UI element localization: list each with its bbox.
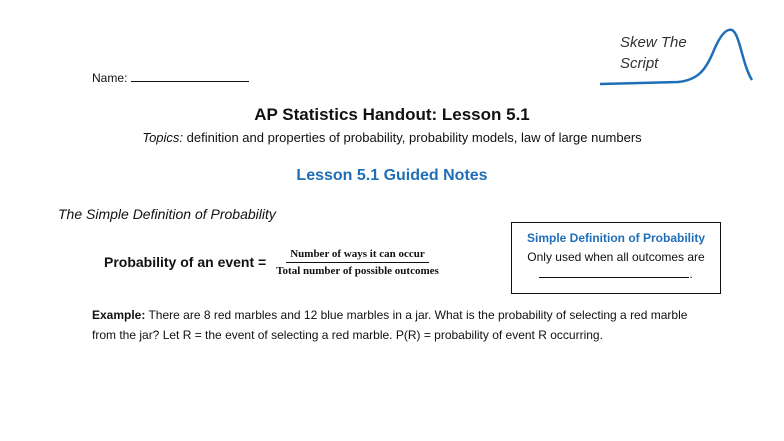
formula-lhs: Probability of an event = xyxy=(104,254,267,270)
definition-blank[interactable] xyxy=(539,266,689,278)
definition-box xyxy=(511,222,721,294)
logo-graphic xyxy=(598,24,754,90)
definition-box-period: . xyxy=(689,267,693,281)
example-paragraph xyxy=(92,305,704,345)
skew-the-script-logo xyxy=(598,24,754,90)
name-field xyxy=(92,70,249,85)
topics-text: definition and properties of probability, probability models, law of large numbers xyxy=(183,130,642,145)
formula-numerator: Number of ways it can occur xyxy=(286,248,429,263)
name-label: Name: xyxy=(92,71,128,85)
logo-text-line2: Script xyxy=(620,55,659,72)
definition-box-blank-line xyxy=(512,266,720,281)
name-blank[interactable] xyxy=(131,70,249,82)
formula-denominator: Total number of possible outcomes xyxy=(276,264,439,277)
probability-formula xyxy=(104,244,443,280)
guided-notes-heading: Lesson 5.1 Guided Notes xyxy=(296,167,488,184)
topics-label: Topics: xyxy=(142,130,184,145)
example-label: Example: xyxy=(92,308,146,322)
definition-box-text: Only used when all outcomes are xyxy=(527,250,705,264)
page-title: AP Statistics Handout: Lesson 5.1 xyxy=(254,105,530,124)
formula-fraction xyxy=(272,248,443,277)
section-heading: The Simple Definition of Probability xyxy=(58,206,276,222)
logo-text-line1: Skew The xyxy=(620,34,687,51)
topics-line xyxy=(0,130,784,145)
example-text: There are 8 red marbles and 12 blue marbles in a jar. What is the probability of selecting a red marble from the jar? Let R = the event of selecting a red marble. P(R) = probability of event R occurring. xyxy=(92,308,688,342)
definition-box-title: Simple Definition of Probability xyxy=(526,231,705,245)
